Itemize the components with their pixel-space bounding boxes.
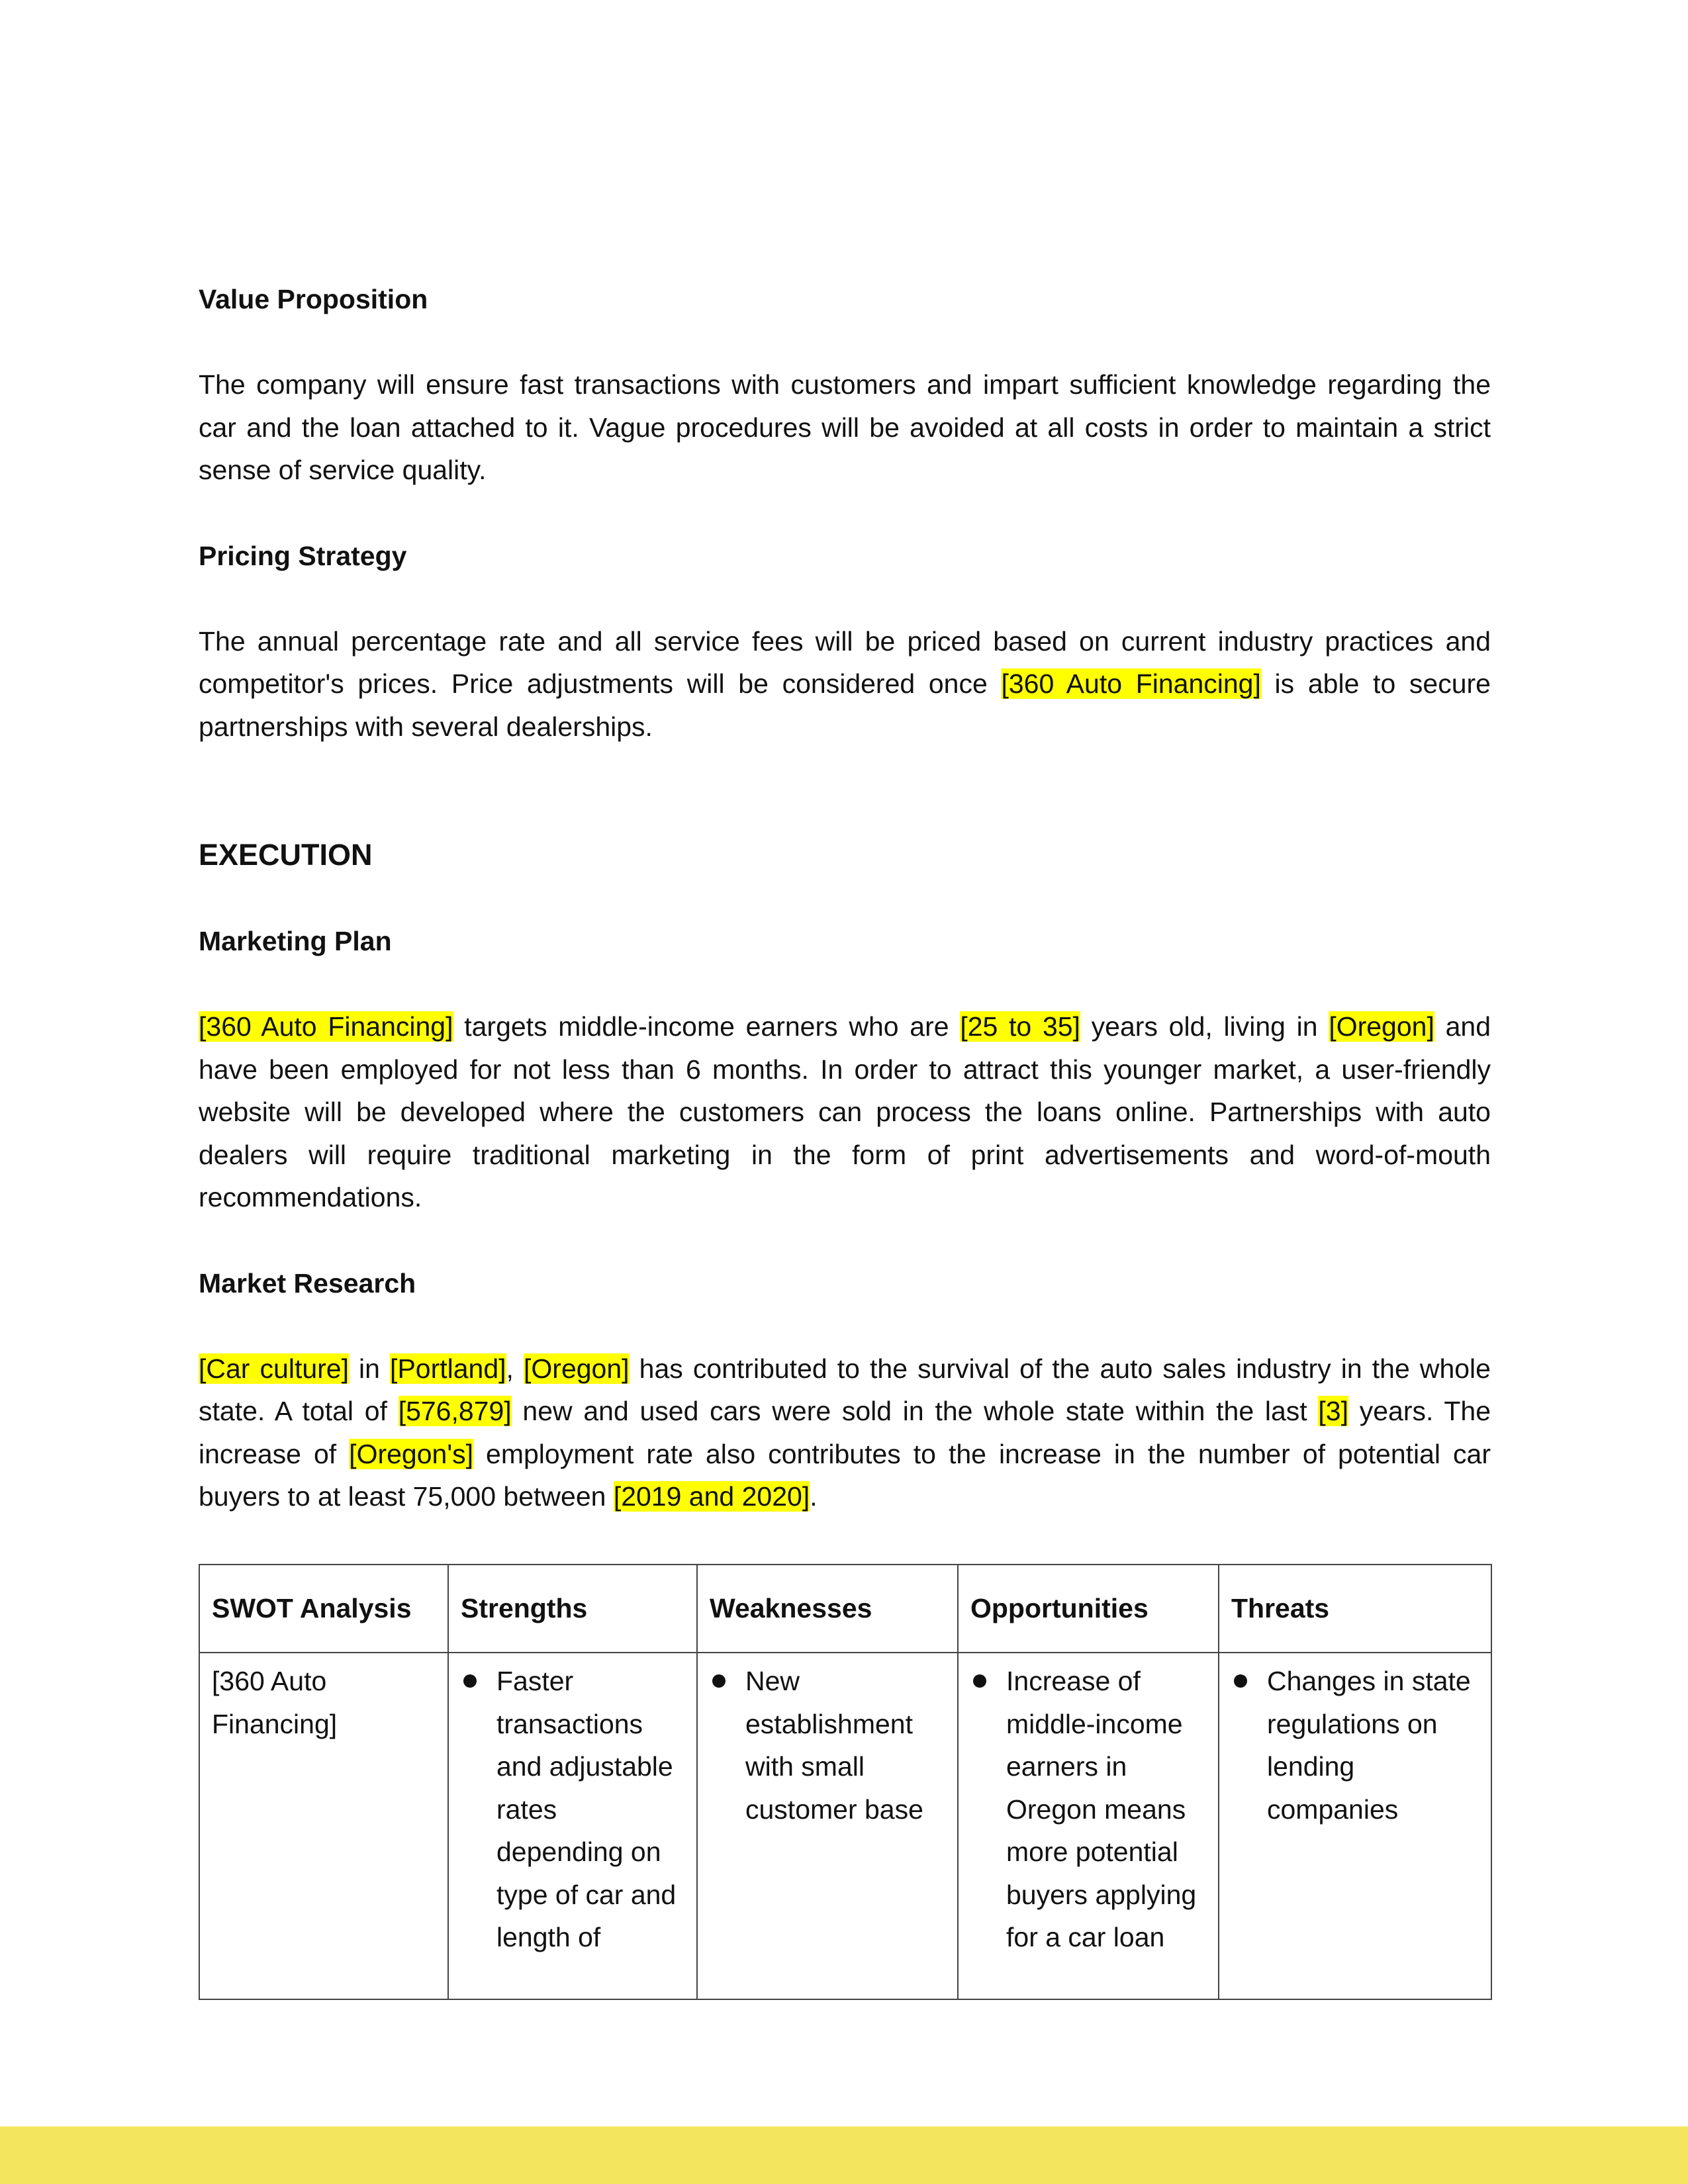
footer-bar: [0, 2126, 1688, 2184]
swot-opportunities-cell: [958, 1653, 1219, 1999]
opportunities-list: [970, 1660, 1206, 1959]
swot-table: [199, 1564, 1492, 2000]
marketing-text-1: targets middle-income earners who are: [453, 1011, 961, 1042]
pricing-text-part1: The annual percentage rate and all service fees will be priced based on current industry practices and competitor's prices. Price adjustments will be considered once: [199, 625, 1491, 699]
marketing-plan-heading: Marketing Plan: [199, 926, 392, 956]
weaknesses-list: [710, 1660, 945, 1831]
swot-company-cell: [360 Auto Financing]: [199, 1653, 448, 1999]
car-culture-highlight: [Car culture]: [199, 1353, 349, 1384]
strengths-list: [461, 1660, 684, 1959]
swot-header-strengths: Strengths: [448, 1565, 697, 1653]
marketing-text-2: years old, living in: [1080, 1011, 1329, 1042]
marketing-plan-paragraph: [199, 1005, 1491, 1219]
company-name-highlight: [360 Auto Financing]: [199, 1011, 453, 1042]
swot-header-analysis: SWOT Analysis: [199, 1565, 448, 1653]
pricing-text-part2: is able to secure partnerships with several dealerships.: [199, 668, 1491, 742]
swot-header-row: [199, 1565, 1491, 1653]
pricing-strategy-paragraph: [199, 620, 1491, 749]
location-highlight: [Oregon]: [1329, 1011, 1434, 1042]
swot-header-threats: Threats: [1219, 1565, 1491, 1653]
swot-header-opportunities: Opportunities: [958, 1565, 1219, 1653]
research-text-3: has contributed to the survival of the auto sales industry in the whole state. A total of: [199, 1353, 1491, 1426]
years-highlight: [3]: [1318, 1396, 1348, 1426]
opportunities-item: Increase of middle-income earners in Oregon means more potential buyers applying for a car loan: [1006, 1660, 1206, 1959]
weaknesses-item: New establishment with small customer base: [745, 1660, 945, 1831]
city-highlight: [Portland]: [390, 1353, 506, 1384]
swot-weaknesses-cell: [697, 1653, 958, 1999]
research-text-5: years. The increase of: [199, 1396, 1491, 1469]
swot-strengths-cell: [448, 1653, 697, 1999]
swot-body-row: [199, 1653, 1491, 1999]
period-highlight: [2019 and 2020]: [613, 1481, 810, 1512]
research-text-4: new and used cars were sold in the whole state within the last: [511, 1396, 1319, 1426]
company-name-highlight: [360 Auto Financing]: [1001, 668, 1261, 699]
document-page: [199, 278, 1491, 1518]
strengths-item: Faster transactions and adjustable rates depending on type of car and length of: [496, 1660, 684, 1959]
state-highlight: [Oregon]: [524, 1353, 630, 1384]
value-proposition-heading: Value Proposition: [199, 284, 428, 314]
research-text-6: employment rate also contributes to the increase in the number of potential car buyers to at least 75,000 between: [199, 1438, 1491, 1512]
execution-heading: EXECUTION: [199, 838, 373, 872]
swot-threats-cell: [1219, 1653, 1491, 1999]
swot-header-weaknesses: Weaknesses: [697, 1565, 958, 1653]
pricing-strategy-heading: Pricing Strategy: [199, 540, 407, 571]
state-possessive-highlight: [Oregon's]: [349, 1438, 474, 1469]
age-range-highlight: [25 to 35]: [960, 1011, 1080, 1042]
threats-item: Changes in state regulations on lending companies: [1267, 1660, 1479, 1831]
market-research-paragraph: [199, 1347, 1491, 1518]
cars-sold-highlight: [576,879]: [398, 1396, 512, 1426]
research-text-1: in: [348, 1353, 391, 1384]
research-text-7: .: [810, 1481, 818, 1512]
threats-list: [1231, 1660, 1479, 1831]
value-proposition-paragraph: The company will ensure fast transactions with customers and impart sufficient knowledge regarding the car and the loan attached to it. Vague procedures will be avoided at all costs in order to maintain a strict sense of service quality.: [199, 369, 1491, 485]
marketing-text-3: and have been employed for not less than 6 months. In order to attract this younger market, a user-friendly website will be developed where the customers can process the loans online. Partnerships with auto dealers will require traditional marketing in the form of print advertisements and word-of-mouth recommendations.: [199, 1011, 1491, 1212]
research-text-2: ,: [506, 1353, 524, 1384]
market-research-heading: Market Research: [199, 1267, 416, 1298]
